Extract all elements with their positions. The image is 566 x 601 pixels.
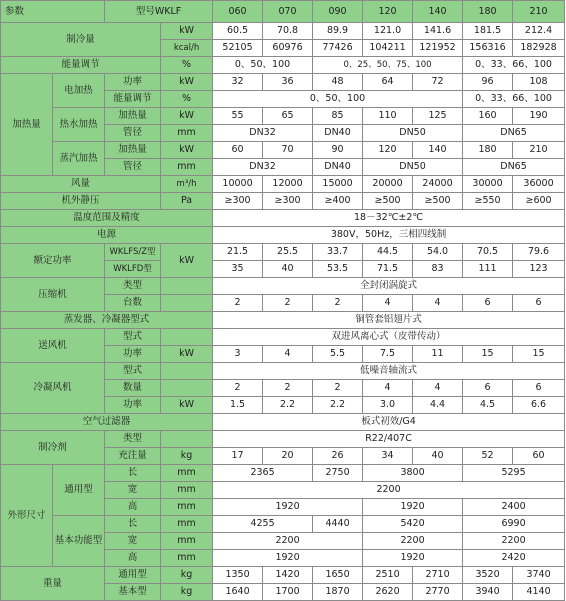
value-cell: 1870 (313, 584, 363, 601)
rated-power-label: 额定功率 (1, 244, 105, 278)
unit-cell (161, 295, 213, 312)
sub-label: 基本型 (105, 584, 161, 601)
value-cell: 6 (513, 295, 565, 312)
steam-heating-label: 蒸汽加热 (53, 142, 105, 176)
unit-cell (161, 278, 213, 295)
exchanger-label: 蒸发器、冷凝器型式 (1, 312, 213, 329)
model-col: 120 (363, 1, 413, 23)
exchanger-row (1, 312, 565, 329)
airflow-row (1, 176, 565, 193)
value-cell: 140 (413, 142, 463, 159)
basic-type-label: 基本功能型 (53, 516, 105, 567)
value-cell: 1920 (213, 550, 363, 567)
capacity-control-row (1, 57, 565, 74)
value-cell: 121.0 (363, 23, 413, 40)
value-cell: 52105 (213, 40, 263, 57)
unit-cell (161, 329, 213, 346)
value-cell: 1.5 (213, 397, 263, 414)
value-cell: 79.6 (513, 244, 565, 261)
value-cell: 4.5 (463, 397, 513, 414)
value-cell: 180 (463, 142, 513, 159)
unit-cell: Pa (161, 193, 213, 210)
unit-cell: mm (161, 125, 213, 142)
sub-label: 长 (105, 465, 161, 482)
value-cell: DN50 (363, 159, 463, 176)
hot-water-heating-label: 热水加热 (53, 108, 105, 142)
unit-cell: kW (161, 397, 213, 414)
value-cell: 板式初效/G4 (213, 414, 565, 431)
value-cell: 54.0 (413, 244, 463, 261)
sub-label: 长 (105, 516, 161, 533)
value-cell: 35 (213, 261, 263, 278)
model-header: 型号WKLF (105, 1, 213, 23)
dim-basic-length-row (1, 516, 565, 533)
value-cell: 65 (263, 108, 313, 125)
unit-cell: % (161, 91, 213, 108)
value-cell: 4 (263, 346, 313, 363)
value-cell: 83 (413, 261, 463, 278)
value-cell: ≥300 (263, 193, 313, 210)
unit-cell: kW (161, 346, 213, 363)
value-cell: 2.2 (263, 397, 313, 414)
sub-label: 类型 (105, 278, 161, 295)
value-cell: 1420 (263, 567, 313, 584)
value-cell: DN65 (463, 125, 565, 142)
steam-heat-row (1, 142, 565, 159)
unit-cell: % (161, 57, 213, 74)
condenser-fan-label: 冷凝风机 (1, 363, 105, 414)
unit-cell: kcal/h (161, 40, 213, 57)
value-cell: 3940 (463, 584, 513, 601)
value-cell: 6 (463, 380, 513, 397)
power-supply-label: 电源 (1, 227, 213, 244)
value-cell: 5420 (363, 516, 463, 533)
unit-cell: m³/h (161, 176, 213, 193)
value-cell: 71.5 (363, 261, 413, 278)
sub-label: 功率 (105, 397, 161, 414)
sub-label: 管径 (105, 125, 161, 142)
sub-label: 能量调节 (105, 91, 161, 108)
value-cell: 30000 (463, 176, 513, 193)
value-cell: 20000 (363, 176, 413, 193)
value-cell: 48 (313, 74, 363, 91)
air-filter-label: 空气过滤器 (1, 414, 213, 431)
sub-label: 类型 (105, 431, 161, 448)
unit-cell: mm (161, 533, 213, 550)
unit-cell: kg (161, 448, 213, 465)
rated-power-row-s (1, 244, 565, 261)
value-cell: 1700 (263, 584, 313, 601)
value-cell: 55 (213, 108, 263, 125)
value-cell: 156316 (463, 40, 513, 57)
supply-fan-type-row (1, 329, 565, 346)
value-cell: 0、33、66、100 (463, 57, 565, 74)
supply-fan-label: 送风机 (1, 329, 105, 363)
value-cell: 160 (463, 108, 513, 125)
value-cell: 3.0 (363, 397, 413, 414)
value-cell: 3740 (513, 567, 565, 584)
value-cell: 121952 (413, 40, 463, 57)
unit-cell (161, 431, 213, 448)
value-cell: 6 (513, 380, 565, 397)
value-cell: 123 (513, 261, 565, 278)
unit-cell: mm (161, 482, 213, 499)
value-cell: 2365 (213, 465, 313, 482)
value-cell: 2420 (463, 550, 565, 567)
sub-label: 高 (105, 550, 161, 567)
value-cell: 4440 (313, 516, 363, 533)
value-cell: 181.5 (463, 23, 513, 40)
value-cell: DN40 (313, 159, 363, 176)
value-cell: 2 (313, 295, 363, 312)
electric-heating-label: 电加热 (53, 74, 105, 108)
dim-general-length-row (1, 465, 565, 482)
value-cell: 44.5 (363, 244, 413, 261)
sub-label: 型式 (105, 329, 161, 346)
unit-cell: kW (161, 108, 213, 125)
compressor-label: 压缩机 (1, 278, 105, 312)
sub-label: 充注量 (105, 448, 161, 465)
cooling-row-kw (1, 23, 565, 40)
value-cell: 125 (413, 108, 463, 125)
value-cell: 6.6 (513, 397, 565, 414)
value-cell: 0、50、100 (213, 57, 313, 74)
value-cell: DN32 (213, 159, 313, 176)
unit-cell: mm (161, 159, 213, 176)
value-cell: 3800 (363, 465, 463, 482)
value-cell: 2200 (363, 533, 463, 550)
model-col: 070 (263, 1, 313, 23)
value-cell: 5295 (463, 465, 565, 482)
unit-cell: kW (161, 244, 213, 278)
value-cell: 52 (463, 448, 513, 465)
value-cell: 1920 (363, 499, 463, 516)
value-cell: 104211 (363, 40, 413, 57)
value-cell: 4.4 (413, 397, 463, 414)
value-cell: 10000 (213, 176, 263, 193)
value-cell: 89.9 (313, 23, 363, 40)
value-cell: 120 (363, 142, 413, 159)
unit-cell: kW (161, 23, 213, 40)
value-cell: 36000 (513, 176, 565, 193)
unit-cell: kg (161, 567, 213, 584)
value-cell: 20 (263, 448, 313, 465)
value-cell: 70 (263, 142, 313, 159)
value-cell: 0、50、100 (213, 91, 463, 108)
value-cell: 96 (463, 74, 513, 91)
value-cell: 60976 (263, 40, 313, 57)
value-cell: 2620 (363, 584, 413, 601)
value-cell: 70.5 (463, 244, 513, 261)
value-cell: 212.4 (513, 23, 565, 40)
value-cell: ≥500 (363, 193, 413, 210)
value-cell: 2 (263, 380, 313, 397)
unit-cell: mm (161, 516, 213, 533)
value-cell: 34 (363, 448, 413, 465)
model-col: 060 (213, 1, 263, 23)
value-cell: DN32 (213, 125, 313, 142)
value-cell: 33.7 (313, 244, 363, 261)
value-cell: 2750 (313, 465, 363, 482)
power-supply-row (1, 227, 565, 244)
value-cell: 53.5 (313, 261, 363, 278)
value-cell: DN40 (313, 125, 363, 142)
value-cell: 18－32℃±2℃ (213, 210, 565, 227)
value-cell: 1350 (213, 567, 263, 584)
unit-cell: mm (161, 550, 213, 567)
value-cell: 72 (413, 74, 463, 91)
weight-general-row (1, 567, 565, 584)
value-cell: 4 (363, 380, 413, 397)
value-cell: 85 (313, 108, 363, 125)
value-cell: 3 (213, 346, 263, 363)
value-cell: 64 (363, 74, 413, 91)
value-cell: 2 (213, 295, 263, 312)
unit-cell (161, 380, 213, 397)
sub-label: 数量 (105, 380, 161, 397)
value-cell: 2770 (413, 584, 463, 601)
unit-cell: mm (161, 465, 213, 482)
param-header: 参数 (1, 1, 105, 23)
value-cell: 4 (413, 295, 463, 312)
value-cell: 77426 (313, 40, 363, 57)
header-row (1, 1, 565, 23)
sub-label: WKLFD型 (105, 261, 161, 278)
value-cell: 90 (313, 142, 363, 159)
electric-power-row (1, 74, 565, 91)
value-cell: ≥500 (413, 193, 463, 210)
value-cell: 2 (313, 380, 363, 397)
value-cell: 60 (513, 448, 565, 465)
sub-label: 功率 (105, 74, 161, 91)
value-cell: R22/407C (213, 431, 565, 448)
value-cell: 2.2 (313, 397, 363, 414)
value-cell: 低噪音轴流式 (213, 363, 565, 380)
value-cell: 24000 (413, 176, 463, 193)
model-col: 180 (463, 1, 513, 23)
value-cell: ≥300 (213, 193, 263, 210)
value-cell: 3520 (463, 567, 513, 584)
value-cell: 15 (513, 346, 565, 363)
refrigerant-label: 制冷剂 (1, 431, 105, 465)
dimensions-label: 外形尺寸 (1, 465, 53, 567)
temp-range-label: 温度范围及精度 (1, 210, 213, 227)
value-cell: 17 (213, 448, 263, 465)
sub-label: 功率 (105, 346, 161, 363)
value-cell: ≥400 (313, 193, 363, 210)
value-cell: 2200 (213, 533, 363, 550)
sub-label: 管径 (105, 159, 161, 176)
value-cell: 40 (413, 448, 463, 465)
air-filter-row (1, 414, 565, 431)
sub-label: 高 (105, 499, 161, 516)
static-pressure-row (1, 193, 565, 210)
unit-cell: kg (161, 584, 213, 601)
value-cell: 210 (513, 142, 565, 159)
value-cell: 4140 (513, 584, 565, 601)
cooling-label: 制冷量 (1, 23, 161, 57)
value-cell: 40 (263, 261, 313, 278)
sub-label: 加热量 (105, 108, 161, 125)
value-cell: 2710 (413, 567, 463, 584)
value-cell: 铜管套铝翅片式 (213, 312, 565, 329)
value-cell: 2 (263, 295, 313, 312)
value-cell: DN50 (363, 125, 463, 142)
refrigerant-type-row (1, 431, 565, 448)
hot-water-heat-row (1, 108, 565, 125)
value-cell: 15 (463, 346, 513, 363)
value-cell: 60 (213, 142, 263, 159)
compressor-type-row (1, 278, 565, 295)
value-cell: 110 (363, 108, 413, 125)
unit-cell: kW (161, 142, 213, 159)
value-cell: 70.8 (263, 23, 313, 40)
unit-cell: kW (161, 74, 213, 91)
value-cell: 1650 (313, 567, 363, 584)
value-cell: 1920 (363, 550, 463, 567)
value-cell: 111 (463, 261, 513, 278)
value-cell: 32 (213, 74, 263, 91)
value-cell: 21.5 (213, 244, 263, 261)
value-cell: 0、33、66、100 (463, 91, 565, 108)
value-cell: 全封闭涡旋式 (213, 278, 565, 295)
value-cell: 2400 (463, 499, 565, 516)
sub-label: 型式 (105, 363, 161, 380)
value-cell: 182928 (513, 40, 565, 57)
value-cell: 2 (213, 380, 263, 397)
value-cell: 0、25、50、75、100 (313, 57, 463, 74)
value-cell: 108 (513, 74, 565, 91)
value-cell: 12000 (263, 176, 313, 193)
value-cell: 6 (463, 295, 513, 312)
heating-label: 加热量 (1, 74, 53, 176)
sub-label: 宽 (105, 482, 161, 499)
condenser-fan-type-row (1, 363, 565, 380)
sub-label: WKLFS/Z型 (105, 244, 161, 261)
value-cell: 141.6 (413, 23, 463, 40)
value-cell: 11 (413, 346, 463, 363)
value-cell: 1920 (213, 499, 363, 516)
sub-label: 台数 (105, 295, 161, 312)
value-cell: 380V，50Hz，三相四线制 (213, 227, 565, 244)
value-cell: 1640 (213, 584, 263, 601)
unit-cell (161, 363, 213, 380)
value-cell: 26 (313, 448, 363, 465)
value-cell: 2200 (213, 482, 565, 499)
value-cell: 7.5 (363, 346, 413, 363)
value-cell: 15000 (313, 176, 363, 193)
weight-label: 重量 (1, 567, 105, 601)
sub-label: 通用型 (105, 567, 161, 584)
value-cell: 5.5 (313, 346, 363, 363)
value-cell: 25.5 (263, 244, 313, 261)
value-cell: 6990 (463, 516, 565, 533)
sub-label: 加热量 (105, 142, 161, 159)
model-col: 090 (313, 1, 363, 23)
value-cell: 2200 (463, 533, 565, 550)
value-cell: 190 (513, 108, 565, 125)
capacity-control-label: 能量调节 (1, 57, 161, 74)
value-cell: 4 (363, 295, 413, 312)
unit-cell: mm (161, 499, 213, 516)
value-cell: ≥600 (513, 193, 565, 210)
value-cell: 2510 (363, 567, 413, 584)
general-type-label: 通用型 (53, 465, 105, 516)
value-cell: 36 (263, 74, 313, 91)
value-cell: 双进风离心式（皮带传动） (213, 329, 565, 346)
model-col: 140 (413, 1, 463, 23)
value-cell: 4 (413, 380, 463, 397)
airflow-label: 风量 (1, 176, 161, 193)
temp-range-row (1, 210, 565, 227)
value-cell: 60.5 (213, 23, 263, 40)
sub-label: 宽 (105, 533, 161, 550)
value-cell: 4255 (213, 516, 313, 533)
value-cell: ≥550 (463, 193, 513, 210)
model-col: 210 (513, 1, 565, 23)
value-cell: DN65 (463, 159, 565, 176)
static-pressure-label: 机外静压 (1, 193, 161, 210)
